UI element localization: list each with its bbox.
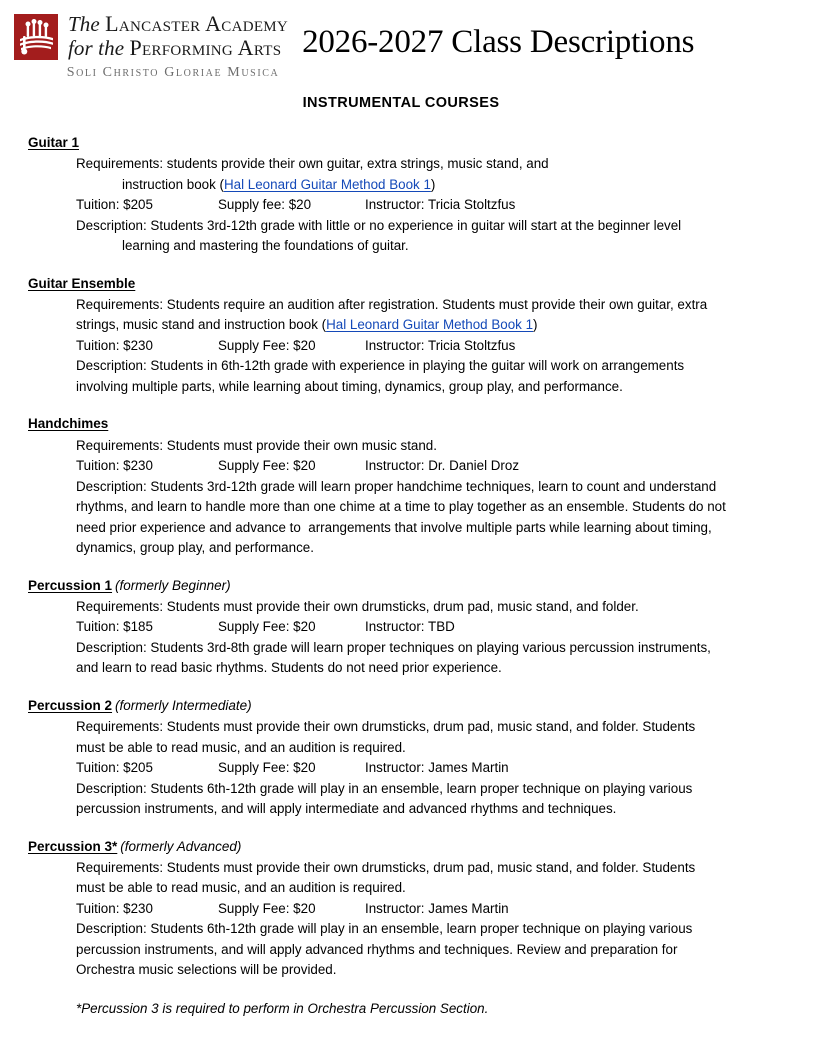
course-body: [28, 717, 798, 820]
tuition-value: Tuition: $205: [76, 760, 153, 776]
course-body: [28, 858, 798, 981]
course-title: [28, 134, 798, 152]
fee-row: [76, 195, 798, 216]
requirements-line-continued: [76, 175, 798, 196]
course-body: [28, 295, 798, 398]
tuition-value: Tuition: $205: [76, 197, 153, 213]
school-name-for-the: for the: [68, 36, 125, 60]
description-line: involving multiple parts, while learning about timing, dynamics, group play, and performance.: [76, 378, 623, 394]
description-line: percussion instruments, and will apply intermediate and advanced rhythms and techniques.: [76, 801, 617, 817]
fee-row: [76, 456, 798, 477]
instructor-value: Instructor: James Martin: [365, 900, 509, 916]
supply-fee-value: Supply Fee: $20: [218, 900, 316, 916]
supply-fee-value: Supply Fee: $20: [218, 458, 316, 474]
fee-row: [76, 758, 798, 779]
requirements-line: Requirements: Students must provide their own music stand.: [76, 437, 437, 453]
tuition-value: Tuition: $230: [76, 458, 153, 474]
course-title-text: Guitar Ensemble: [28, 275, 136, 291]
course-title: [28, 577, 798, 595]
course-entry: [28, 697, 798, 820]
requirements-line-continued: must be able to read music, and an audition is required.: [76, 739, 406, 755]
requirements-text-before-link: strings, music stand and instruction book (: [76, 317, 327, 333]
description-line: Description: Students 3rd-12th grade with little or no experience in guitar will start at the beginner level: [76, 217, 682, 233]
description-line: percussion instruments, and will apply advanced rhythms and techniques. Review and preparation for: [76, 941, 678, 957]
course-entry: [28, 415, 798, 558]
requirements-line: Requirements: Students must provide their own drumsticks, drum pad, music stand, and folder.: [76, 598, 639, 614]
course-entry: [28, 577, 798, 679]
course-title-text: Percussion 3*: [28, 838, 118, 854]
book-link[interactable]: Hal Leonard Guitar Method Book 1: [223, 176, 431, 192]
description-line: and learn to read basic rhythms. Students do not need prior experience.: [76, 660, 502, 676]
instructor-value: Instructor: TBD: [365, 619, 455, 635]
course-title-alias: (formerly Beginner): [115, 577, 231, 593]
course-body: [28, 436, 798, 559]
requirements-line-continued: [76, 315, 798, 336]
description-line: Description: Students 6th-12th grade will play in an ensemble, learn proper technique on playing various: [76, 780, 693, 796]
supply-fee-value: Supply fee: $20: [218, 197, 312, 213]
description-line: rhythms, and learn to handle more than one chime at a time to play together as an ensemble. Students do not: [76, 499, 726, 515]
requirements-line: Requirements: Students must provide their own drumsticks, drum pad, music stand, and folder. Students: [76, 859, 696, 875]
requirements-text-after-link: ): [430, 176, 436, 192]
tuition-value: Tuition: $185: [76, 619, 153, 635]
description-line: dynamics, group play, and performance.: [76, 540, 314, 556]
requirements-line: Requirements: Students require an audition after registration. Students must provide their own guitar, extra: [76, 296, 708, 312]
course-list: [0, 134, 816, 1019]
course-title-text: Handchimes: [28, 416, 109, 432]
course-title: [28, 415, 798, 433]
course-title-text: Percussion 1: [28, 577, 113, 593]
description-line: Description: Students 3rd-8th grade will learn proper techniques on playing various percussion instruments,: [76, 639, 711, 655]
section-heading: INSTRUMENTAL COURSES: [302, 95, 500, 111]
course-entry: [28, 838, 798, 981]
footnote: *Percussion 3 is required to perform in Orchestra Percussion Section.: [76, 1000, 489, 1016]
course-title: [28, 275, 798, 293]
instructor-value: Instructor: Tricia Stoltzfus: [365, 197, 516, 213]
supply-fee-value: Supply Fee: $20: [218, 760, 316, 776]
tuition-value: Tuition: $230: [76, 337, 153, 353]
requirements-text-after-link: ): [533, 317, 538, 333]
course-body: [28, 597, 798, 679]
description-line: Orchestra music selections will be provided.: [76, 962, 337, 978]
supply-fee-value: Supply Fee: $20: [218, 337, 316, 353]
course-title-alias: (formerly Advanced): [120, 838, 242, 854]
school-name-line-1: [68, 13, 288, 35]
description-line: Description: Students 6th-12th grade will play in an ensemble, learn proper technique on playing various: [76, 921, 693, 937]
requirements-line-continued: must be able to read music, and an audition is required.: [76, 880, 406, 896]
requirements-text-before-link: instruction book (: [122, 176, 224, 192]
school-motto: Soli Christo Gloriae Musica: [66, 65, 280, 80]
school-name-block: [58, 12, 288, 81]
school-name-lancaster-academy: Lancaster Academy: [105, 11, 289, 36]
school-logo: [14, 12, 288, 81]
supply-fee-value: Supply Fee: $20: [218, 619, 316, 635]
course-title-text: Guitar 1: [28, 135, 80, 150]
instructor-value: Instructor: Dr. Daniel Droz: [365, 458, 520, 474]
book-link[interactable]: Hal Leonard Guitar Method Book 1: [326, 317, 534, 333]
tuition-value: Tuition: $230: [76, 900, 153, 916]
requirements-line: Requirements: Students must provide their own drumsticks, drum pad, music stand, and folder. Students: [76, 719, 696, 735]
fee-row: [76, 336, 798, 357]
requirements-line: Requirements: students provide their own guitar, extra strings, music stand, and: [76, 156, 549, 172]
fee-row: [76, 617, 798, 638]
description-line: learning and mastering the foundations of guitar.: [122, 238, 409, 254]
course-title-alias: (formerly Intermediate): [115, 697, 252, 713]
page-title: 2026-2027 Class Descriptions: [302, 24, 695, 60]
document-header: [0, 0, 816, 78]
description-line: Description: Students in 6th-12th grade with experience in playing the guitar will work on arrangements: [76, 358, 685, 374]
course-title: [28, 838, 798, 856]
fee-row: [76, 899, 798, 920]
school-name-performing-arts: Performing Arts: [129, 35, 282, 60]
instructor-value: Instructor: Tricia Stoltzfus: [365, 337, 516, 353]
course-title: [28, 697, 798, 715]
course-body: [28, 154, 798, 257]
instructor-value: Instructor: James Martin: [365, 760, 509, 776]
handbell-staff-logo-icon: [14, 14, 58, 60]
school-name-line-2: [68, 37, 288, 59]
course-entry: [28, 275, 798, 398]
school-name-the: The: [68, 12, 100, 36]
description-line: need prior experience and advance to arrangements that involve multiple parts while learning about timing,: [76, 519, 712, 535]
course-entry: [28, 134, 798, 257]
description-line: Description: Students 3rd-12th grade will learn proper handchime techniques, learn to count and understand: [76, 478, 717, 494]
course-title-text: Percussion 2: [28, 697, 113, 713]
